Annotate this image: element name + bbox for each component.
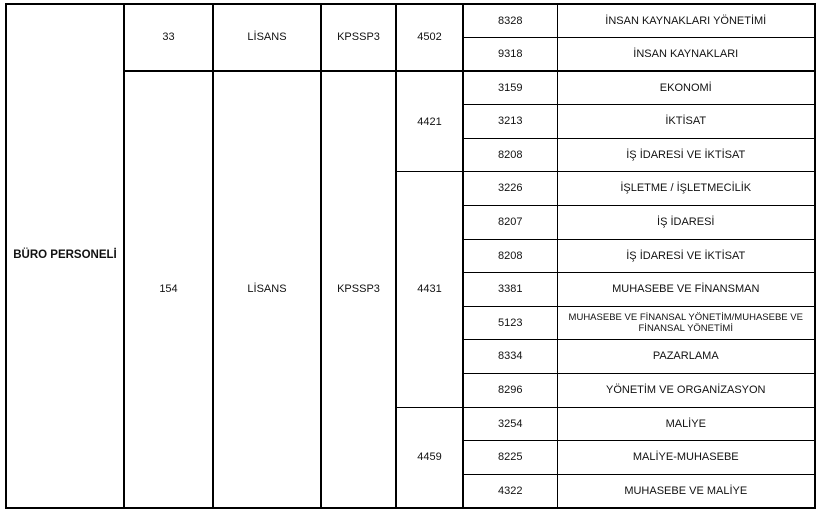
program-code-cell: 8208 xyxy=(463,239,557,273)
exam-type-cell: KPSSP3 xyxy=(321,4,396,71)
program-name-cell: İŞ İDARESİ VE İKTİSAT xyxy=(557,138,815,172)
program-name-cell: İNSAN KAYNAKLARI YÖNETİMİ xyxy=(557,4,815,38)
education-level-cell: LİSANS xyxy=(213,71,321,508)
program-code-cell: 4322 xyxy=(463,474,557,508)
education-level-cell: LİSANS xyxy=(213,4,321,71)
program-name-cell: MUHASEBE VE MALİYE xyxy=(557,474,815,508)
program-code-cell: 8296 xyxy=(463,374,557,408)
program-name-cell: MALİYE xyxy=(557,407,815,441)
program-name-cell: EKONOMİ xyxy=(557,71,815,105)
qualification-code-cell: 4502 xyxy=(396,4,463,71)
qualification-code-cell: 4421 xyxy=(396,71,463,172)
program-name-cell: İŞLETME / İŞLETMECİLİK xyxy=(557,172,815,206)
program-code-cell: 3254 xyxy=(463,407,557,441)
program-name-cell: İŞ İDARESİ VE İKTİSAT xyxy=(557,239,815,273)
program-name-cell: YÖNETİM VE ORGANİZASYON xyxy=(557,374,815,408)
quota-cell: 154 xyxy=(124,71,213,508)
program-code-cell: 3159 xyxy=(463,71,557,105)
program-code-cell: 8225 xyxy=(463,441,557,475)
program-name-cell: MALİYE-MUHASEBE xyxy=(557,441,815,475)
program-name-cell: MUHASEBE VE FİNANSAL YÖNETİM/MUHASEBE VE FİNANSAL YÖNETİMİ xyxy=(557,306,815,340)
program-code-cell: 3213 xyxy=(463,105,557,139)
table-row xyxy=(6,4,815,38)
program-code-cell: 9318 xyxy=(463,38,557,72)
program-code-cell: 3381 xyxy=(463,273,557,307)
program-name-cell: İŞ İDARESİ xyxy=(557,206,815,240)
program-name-cell: İKTİSAT xyxy=(557,105,815,139)
program-name-cell: İNSAN KAYNAKLARI xyxy=(557,38,815,72)
program-name-cell: PAZARLAMA xyxy=(557,340,815,374)
quota-cell: 33 xyxy=(124,4,213,71)
position-requirements-table xyxy=(5,3,816,509)
program-code-cell: 8328 xyxy=(463,4,557,38)
qualification-code-cell: 4459 xyxy=(396,407,463,508)
program-code-cell: 8334 xyxy=(463,340,557,374)
position-title-cell: BÜRO PERSONELİ xyxy=(6,4,124,508)
table-row xyxy=(6,71,815,105)
program-code-cell: 5123 xyxy=(463,306,557,340)
qualification-code-cell: 4431 xyxy=(396,172,463,407)
program-code-cell: 8207 xyxy=(463,206,557,240)
exam-type-cell: KPSSP3 xyxy=(321,71,396,508)
program-code-cell: 3226 xyxy=(463,172,557,206)
program-code-cell: 8208 xyxy=(463,138,557,172)
program-name-cell: MUHASEBE VE FİNANSMAN xyxy=(557,273,815,307)
